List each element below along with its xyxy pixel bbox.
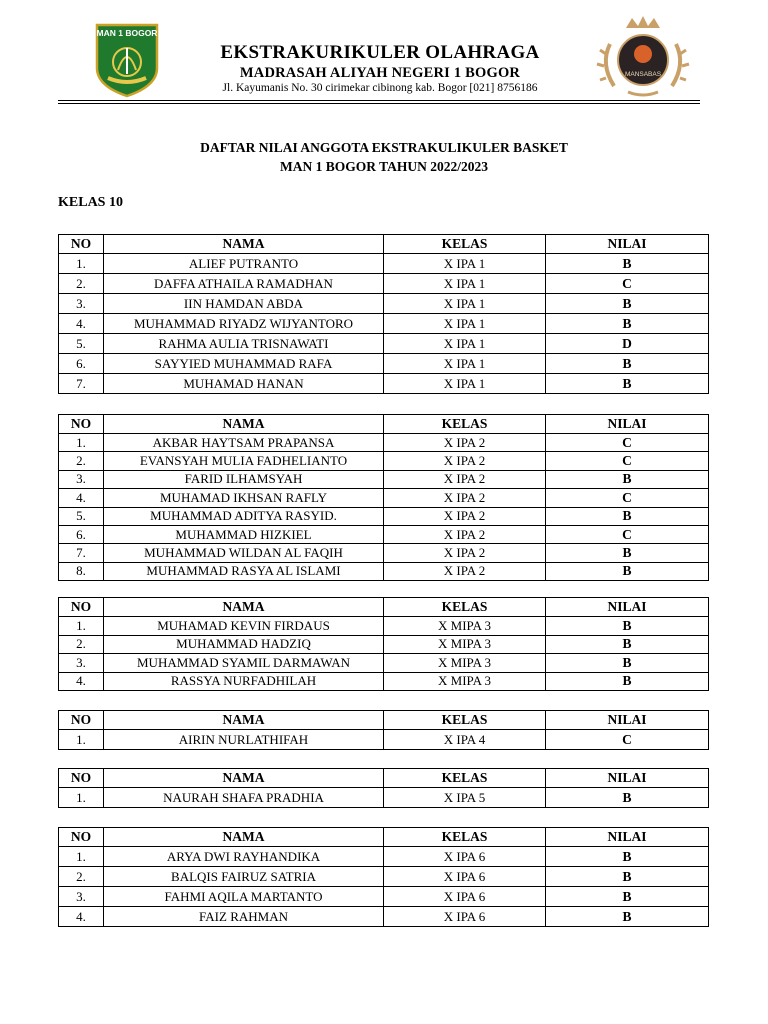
column-header-no: NO: [59, 415, 104, 434]
cell-nilai: B: [546, 654, 709, 673]
cell-no: 7.: [59, 374, 104, 394]
column-header-nilai: NILAI: [546, 415, 709, 434]
cell-kelas: X MIPA 3: [384, 617, 546, 636]
cell-no: 6.: [59, 354, 104, 374]
letterhead-rule-thin: [58, 103, 700, 104]
cell-no: 2.: [59, 867, 104, 887]
table-row: [59, 294, 709, 314]
table-row: [59, 788, 709, 808]
cell-nilai: B: [546, 672, 709, 691]
cell-nilai: B: [546, 374, 709, 394]
cell-nilai: B: [546, 544, 709, 562]
cell-no: 3.: [59, 294, 104, 314]
column-header-kelas: KELAS: [384, 598, 546, 617]
cell-nilai: B: [546, 314, 709, 334]
cell-kelas: X IPA 2: [384, 507, 546, 525]
cell-kelas: X IPA 2: [384, 452, 546, 470]
cell-nama: MUHAMMAD HIZKIEL: [104, 525, 384, 543]
cell-nama: MUHAMAD HANAN: [104, 374, 384, 394]
cell-nama: ARYA DWI RAYHANDIKA: [104, 847, 384, 867]
cell-kelas: X IPA 1: [384, 314, 546, 334]
cell-no: 2.: [59, 635, 104, 654]
column-header-no: NO: [59, 235, 104, 254]
cell-nilai: B: [546, 847, 709, 867]
column-header-kelas: KELAS: [384, 235, 546, 254]
cell-nama: AIRIN NURLATHIFAH: [104, 730, 384, 750]
cell-nama: IIN HAMDAN ABDA: [104, 294, 384, 314]
cell-nilai: B: [546, 887, 709, 907]
table-header-row: [59, 235, 709, 254]
column-header-nama: NAMA: [104, 415, 384, 434]
table-row: [59, 254, 709, 274]
cell-no: 6.: [59, 525, 104, 543]
grade-table: [58, 597, 709, 691]
column-header-nilai: NILAI: [546, 828, 709, 847]
table-row: [59, 434, 709, 452]
cell-no: 8.: [59, 562, 104, 580]
cell-nilai: D: [546, 334, 709, 354]
grade-table: [58, 234, 709, 394]
column-header-nilai: NILAI: [546, 711, 709, 730]
cell-nama: BALQIS FAIRUZ SATRIA: [104, 867, 384, 887]
cell-nilai: C: [546, 434, 709, 452]
cell-kelas: X IPA 2: [384, 434, 546, 452]
table-row: [59, 525, 709, 543]
letterhead: [0, 0, 768, 110]
column-header-kelas: KELAS: [384, 769, 546, 788]
cell-nama: MUHAMMAD HADZIQ: [104, 635, 384, 654]
cell-kelas: X IPA 2: [384, 544, 546, 562]
cell-nilai: B: [546, 507, 709, 525]
cell-kelas: X IPA 6: [384, 847, 546, 867]
table-header-row: [59, 711, 709, 730]
cell-kelas: X IPA 2: [384, 470, 546, 488]
column-header-kelas: KELAS: [384, 711, 546, 730]
letterhead-address: Jl. Kayumanis No. 30 cirimekar cibinong kab. Bogor [021] 8756186: [222, 82, 538, 94]
cell-kelas: X IPA 6: [384, 867, 546, 887]
cell-kelas: X IPA 1: [384, 274, 546, 294]
cell-nilai: B: [546, 907, 709, 927]
basketball-club-logo: [596, 14, 690, 100]
document-title-line2: MAN 1 BOGOR TAHUN 2022/2023: [279, 159, 488, 174]
table-row: [59, 470, 709, 488]
table-row: [59, 617, 709, 636]
cell-no: 1.: [59, 254, 104, 274]
cell-no: 4.: [59, 489, 104, 507]
cell-nama: MUHAMMAD SYAMIL DARMAWAN: [104, 654, 384, 673]
cell-nilai: C: [546, 452, 709, 470]
column-header-nilai: NILAI: [546, 598, 709, 617]
table-header-row: [59, 769, 709, 788]
cell-nama: DAFFA ATHAILA RAMADHAN: [104, 274, 384, 294]
letterhead-title: EKSTRAKURIKULER OLAHRAGA: [220, 42, 540, 63]
cell-no: 1.: [59, 730, 104, 750]
cell-no: 3.: [59, 887, 104, 907]
cell-kelas: X IPA 5: [384, 788, 546, 808]
cell-no: 7.: [59, 544, 104, 562]
grade-table: [58, 768, 709, 808]
cell-nilai: B: [546, 788, 709, 808]
cell-no: 2.: [59, 452, 104, 470]
column-header-nama: NAMA: [104, 711, 384, 730]
table-header-row: [59, 415, 709, 434]
table-header-row: [59, 828, 709, 847]
cell-no: 3.: [59, 654, 104, 673]
letterhead-subtitle: MADRASAH ALIYAH NEGERI 1 BOGOR: [239, 65, 521, 81]
table-row: [59, 672, 709, 691]
cell-no: 1.: [59, 617, 104, 636]
grade-table: [58, 710, 709, 750]
cell-nilai: B: [546, 562, 709, 580]
cell-kelas: X IPA 1: [384, 254, 546, 274]
cell-kelas: X IPA 6: [384, 887, 546, 907]
table-row: [59, 562, 709, 580]
cell-nama: MUHAMAD IKHSAN RAFLY: [104, 489, 384, 507]
column-header-nama: NAMA: [104, 598, 384, 617]
svg-text:MAN 1 BOGOR: MAN 1 BOGOR: [96, 28, 158, 38]
cell-nama: MUHAMMAD ADITYA RASYID.: [104, 507, 384, 525]
table-row: [59, 867, 709, 887]
cell-nilai: B: [546, 254, 709, 274]
column-header-nilai: NILAI: [546, 769, 709, 788]
cell-kelas: X IPA 2: [384, 489, 546, 507]
table-row: [59, 544, 709, 562]
grade-table: [58, 414, 709, 581]
table-row: [59, 907, 709, 927]
letterhead-rule-thick: [58, 100, 700, 101]
column-header-no: NO: [59, 711, 104, 730]
cell-nilai: B: [546, 617, 709, 636]
svg-text:MANSABAS: MANSABAS: [624, 71, 662, 78]
table-row: [59, 847, 709, 867]
column-header-nilai: NILAI: [546, 235, 709, 254]
column-header-nama: NAMA: [104, 235, 384, 254]
column-header-nama: NAMA: [104, 828, 384, 847]
cell-kelas: X IPA 1: [384, 354, 546, 374]
cell-nilai: B: [546, 470, 709, 488]
cell-nama: EVANSYAH MULIA FADHELIANTO: [104, 452, 384, 470]
cell-nama: NAURAH SHAFA PRADHIA: [104, 788, 384, 808]
cell-no: 4.: [59, 314, 104, 334]
cell-kelas: X MIPA 3: [384, 672, 546, 691]
table-row: [59, 507, 709, 525]
cell-nilai: C: [546, 274, 709, 294]
table-row: [59, 489, 709, 507]
cell-nama: MUHAMAD KEVIN FIRDAUS: [104, 617, 384, 636]
cell-no: 1.: [59, 434, 104, 452]
cell-no: 2.: [59, 274, 104, 294]
cell-nama: FAIZ RAHMAN: [104, 907, 384, 927]
cell-nama: MUHAMMAD RASYA AL ISLAMI: [104, 562, 384, 580]
cell-no: 5.: [59, 334, 104, 354]
cell-nama: FARID ILHAMSYAH: [104, 470, 384, 488]
table-row: [59, 354, 709, 374]
table-header-row: [59, 598, 709, 617]
cell-no: 3.: [59, 470, 104, 488]
cell-nama: SAYYIED MUHAMMAD RAFA: [104, 354, 384, 374]
cell-kelas: X IPA 4: [384, 730, 546, 750]
table-row: [59, 274, 709, 294]
cell-no: 1.: [59, 788, 104, 808]
table-row: [59, 374, 709, 394]
cell-nilai: B: [546, 635, 709, 654]
column-header-kelas: KELAS: [384, 415, 546, 434]
column-header-nama: NAMA: [104, 769, 384, 788]
table-row: [59, 730, 709, 750]
cell-kelas: X MIPA 3: [384, 635, 546, 654]
column-header-no: NO: [59, 828, 104, 847]
cell-nilai: C: [546, 489, 709, 507]
cell-kelas: X IPA 1: [384, 334, 546, 354]
column-header-no: NO: [59, 598, 104, 617]
document-title-line1: DAFTAR NILAI ANGGOTA EKSTRAKULIKULER BASKET: [200, 140, 568, 155]
table-row: [59, 334, 709, 354]
cell-kelas: X IPA 2: [384, 525, 546, 543]
cell-kelas: X MIPA 3: [384, 654, 546, 673]
document-title: [0, 138, 768, 176]
table-row: [59, 635, 709, 654]
column-header-no: NO: [59, 769, 104, 788]
cell-no: 4.: [59, 907, 104, 927]
cell-nama: MUHAMMAD WILDAN AL FAQIH: [104, 544, 384, 562]
cell-nilai: B: [546, 354, 709, 374]
cell-nama: AKBAR HAYTSAM PRAPANSA: [104, 434, 384, 452]
class-level-heading: KELAS 10: [58, 195, 123, 210]
cell-kelas: X IPA 1: [384, 374, 546, 394]
table-row: [59, 314, 709, 334]
cell-kelas: X IPA 6: [384, 907, 546, 927]
table-row: [59, 654, 709, 673]
column-header-kelas: KELAS: [384, 828, 546, 847]
cell-no: 4.: [59, 672, 104, 691]
cell-kelas: X IPA 2: [384, 562, 546, 580]
cell-nilai: C: [546, 730, 709, 750]
cell-nama: FAHMI AQILA MARTANTO: [104, 887, 384, 907]
cell-nama: MUHAMMAD RIYADZ WIJYANTORO: [104, 314, 384, 334]
grade-table: [58, 827, 709, 927]
cell-kelas: X IPA 1: [384, 294, 546, 314]
cell-nama: RAHMA AULIA TRISNAWATI: [104, 334, 384, 354]
cell-nama: RASSYA NURFADHILAH: [104, 672, 384, 691]
cell-nilai: B: [546, 867, 709, 887]
table-row: [59, 452, 709, 470]
cell-no: 5.: [59, 507, 104, 525]
cell-nama: ALIEF PUTRANTO: [104, 254, 384, 274]
table-row: [59, 887, 709, 907]
cell-no: 1.: [59, 847, 104, 867]
school-emblem-logo: [94, 22, 160, 98]
cell-nilai: B: [546, 294, 709, 314]
cell-nilai: C: [546, 525, 709, 543]
